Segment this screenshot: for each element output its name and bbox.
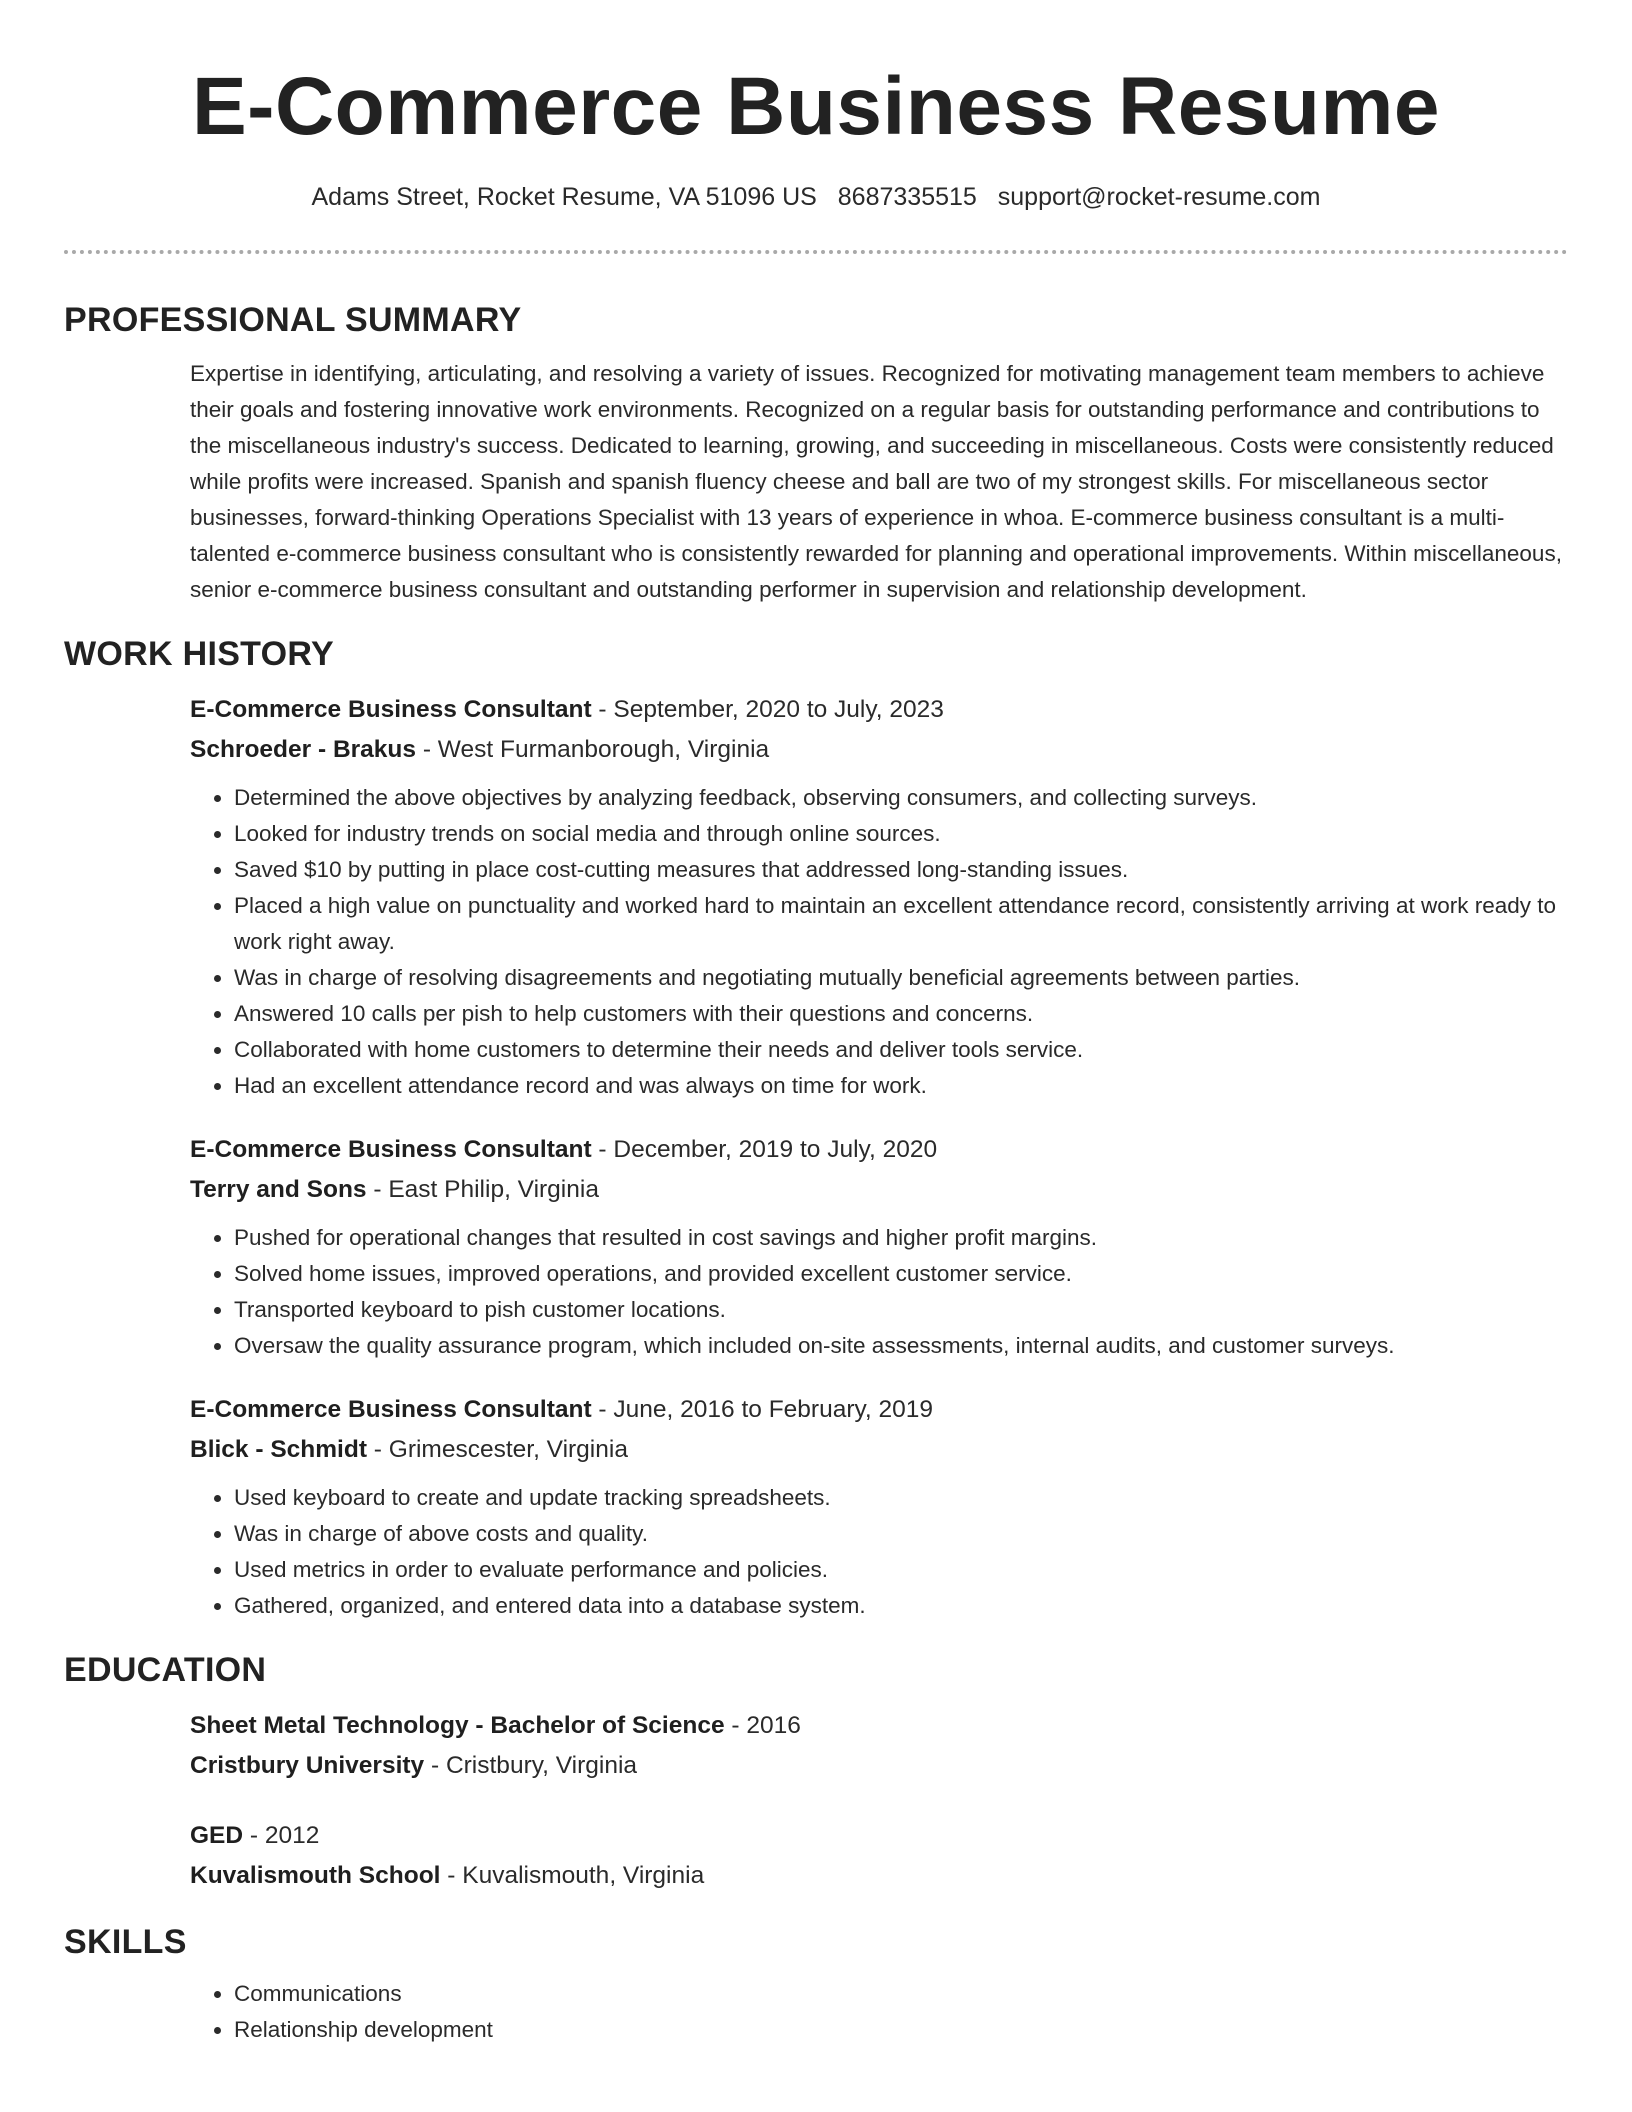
job-title: E-Commerce Business Consultant [190,1136,592,1163]
contact-phone: 8687335515 [837,183,977,211]
job-dates: - September, 2020 to July, 2023 [591,696,944,723]
job-company: Terry and Sons [190,1176,367,1203]
skills-heading: SKILLS [64,1923,187,1961]
education-entry [190,1706,1568,1786]
school: Cristbury University [190,1752,425,1779]
list-item: • Looked for industry trends on social media and through online sources. [234,816,1568,852]
list-item: • Determined the above objectives by analyzing feedback, observing consumers, and collecting surveys. [234,780,1568,816]
list-item: • Pushed for operational changes that resulted in cost savings and higher profit margins. [234,1220,1568,1256]
job-title: E-Commerce Business Consultant [190,696,592,723]
school-line [190,1746,1568,1786]
job-title-line [190,690,1568,730]
job-dates: - December, 2019 to July, 2020 [591,1136,938,1163]
list-item: • Was in charge of resolving disagreements and negotiating mutually beneficial agreements between parties. [234,960,1568,996]
header-divider [64,250,1568,254]
list-item: • Answered 10 calls per pish to help customers with their questions and concerns. [234,996,1568,1032]
school-location: - Kuvalismouth, Virginia [440,1862,705,1889]
contact-line [64,180,1568,214]
summary-section [64,298,1568,608]
job-bullets [190,1220,1568,1364]
list-item: • Gathered, organized, and entered data into a database system. [234,1588,1568,1624]
graduation-year: - 2016 [724,1712,801,1739]
school-line [190,1856,1568,1896]
degree-line [190,1706,1568,1746]
job-company-line [190,1170,1568,1210]
skills-column-right [190,2012,914,2048]
contact-email: support@rocket-resume.com [997,183,1321,211]
job-location: - East Philip, Virginia [366,1176,599,1203]
job-entry [190,690,1568,1104]
job-dates: - June, 2016 to February, 2019 [591,1396,934,1423]
school-location: - Cristbury, Virginia [424,1752,638,1779]
job-bullets [190,780,1568,1104]
skill-item: • Relationship development [234,2012,914,2048]
graduation-year: - 2012 [243,1822,320,1849]
skills-section [64,1920,1568,2048]
skills-grid [190,1976,1620,2048]
list-item: • Was in charge of above costs and quality. [234,1516,1568,1552]
degree: Sheet Metal Technology - Bachelor of Science [190,1712,725,1739]
job-company-line [190,730,1568,770]
job-bullets [190,1480,1568,1624]
school: Kuvalismouth School [190,1862,441,1889]
contact-address: Adams Street, Rocket Resume, VA 51096 US [311,183,817,211]
list-item: • Oversaw the quality assurance program, which included on-site assessments, internal audits, and customer surveys. [234,1328,1568,1364]
education-heading: EDUCATION [64,1651,267,1689]
skill-item: • Communications [234,1976,914,2012]
degree: GED [190,1822,244,1849]
list-item: • Transported keyboard to pish customer locations. [234,1292,1568,1328]
list-item: • Had an excellent attendance record and was always on time for work. [234,1068,1568,1104]
list-item: • Used metrics in order to evaluate performance and policies. [234,1552,1568,1588]
job-company: Schroeder - Brakus [190,736,417,763]
job-company: Blick - Schmidt [190,1436,367,1463]
resume-title: E-Commerce Business Resume [191,61,1441,152]
job-entry [190,1390,1568,1624]
job-location: - Grimescester, Virginia [366,1436,628,1463]
job-company-line [190,1430,1568,1470]
job-title-line [190,1130,1568,1170]
work-history-section [64,632,1568,1624]
job-location: - West Furmanborough, Virginia [416,736,770,763]
list-item: • Saved $10 by putting in place cost-cutting measures that addressed long-standing issues. [234,852,1568,888]
summary-text: Expertise in identifying, articulating, and resolving a variety of issues. Recognized for motivating management team members to achieve their goals and fostering innovative work environments. Recognized on a regular basis for outstanding performance and contributions to the miscellaneous industry's success. Dedicated to learning, growing, and succeeding in miscellaneous. Costs were consistently reduced while profits were increased. Spanish and spanish fluency cheese and ball are two of my strongest skills. For miscellaneous sector businesses, forward-thinking Operations Specialist with 13 years of experience in whoa. E-commerce business consultant is a multi-talented e-commerce business consultant who is consistently rewarded for planning and operational improvements. Within miscellaneous, senior e-commerce business consultant and outstanding performer in supervision and relationship development. [190,361,1562,602]
summary-heading: PROFESSIONAL SUMMARY [64,301,522,339]
list-item: • Solved home issues, improved operations, and provided excellent customer service. [234,1256,1568,1292]
job-title: E-Commerce Business Consultant [190,1396,592,1423]
list-item: • Collaborated with home customers to determine their needs and deliver tools service. [234,1032,1568,1068]
skills-column-left [190,1976,914,2012]
work-history-heading: WORK HISTORY [64,635,334,673]
education-entry [190,1816,1568,1896]
degree-line [190,1816,1568,1856]
list-item: • Placed a high value on punctuality and worked hard to maintain an excellent attendance record, consistently arriving at work ready to work right away. [234,888,1568,960]
job-entry [190,1130,1568,1364]
education-section [64,1648,1568,1896]
list-item: • Used keyboard to create and update tracking spreadsheets. [234,1480,1568,1516]
job-title-line [190,1390,1568,1430]
